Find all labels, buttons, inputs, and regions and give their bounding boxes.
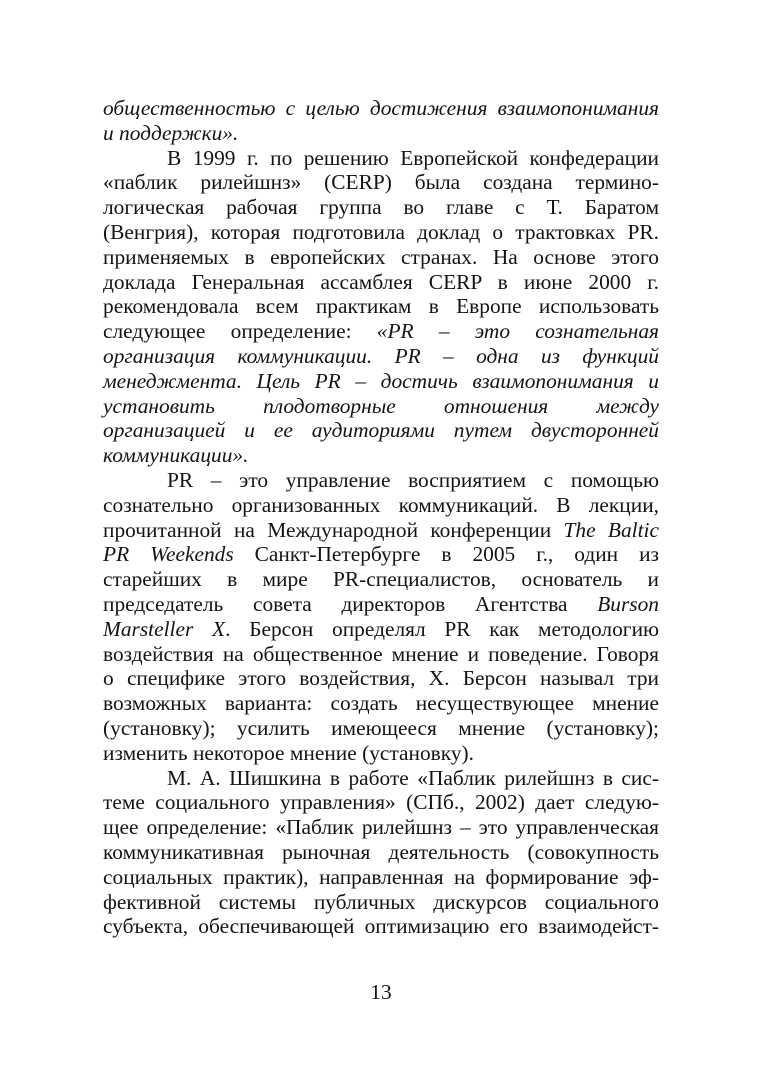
- italic-text: коммуникации».: [103, 443, 249, 468]
- text-segment: прочитанной на Международной конференции: [103, 517, 564, 542]
- paragraph: [103, 766, 659, 940]
- text-segment: рекомендовала всем практикам в Европе использовать: [103, 294, 659, 319]
- text-line: [103, 840, 659, 865]
- text-segment: «паблик рилейшнз» (CERP) была создана термино-: [103, 170, 659, 195]
- text-line: [103, 294, 659, 319]
- italic-text: менеджмента. Цель PR – достичь взаимопонимания и: [103, 368, 659, 393]
- text-line: [103, 666, 659, 691]
- text-line: [103, 369, 659, 394]
- text-segment: сознательно организованных коммуникаций. В лекции,: [103, 492, 659, 517]
- text-line: [103, 865, 659, 890]
- text-line: [103, 493, 659, 518]
- text-line: [103, 790, 659, 815]
- text-line: [103, 815, 659, 840]
- italic-text: организацией и ее аудиториями путем двусторонней: [103, 418, 659, 443]
- text-segment: PR – это управление восприятием с помощью: [167, 467, 659, 492]
- text-line: [103, 642, 659, 667]
- text-line: [103, 96, 659, 121]
- text-line: [103, 592, 659, 617]
- italic-text: The Baltic: [563, 517, 659, 542]
- text-line: [103, 617, 659, 642]
- paragraph: [103, 96, 659, 146]
- page-body: [103, 96, 659, 939]
- text-line: [103, 766, 659, 791]
- text-line: [103, 319, 659, 344]
- page-number: 13: [370, 980, 392, 1004]
- text-line: [103, 542, 659, 567]
- text-segment: . Берсон определял PR как методологию: [225, 616, 659, 641]
- text-line: [103, 443, 659, 468]
- text-segment: (установку); усилить имеющееся мнение (установку);: [103, 715, 659, 740]
- text-line: [103, 418, 659, 443]
- text-line: [103, 220, 659, 245]
- paragraph: [103, 468, 659, 766]
- text-line: [103, 245, 659, 270]
- text-segment: М. А. Шишкина в работе «Паблик рилейшнз в сис-: [167, 765, 659, 790]
- italic-text: общественностью с целью достижения взаимопонимания: [103, 96, 659, 120]
- text-line: [103, 567, 659, 592]
- text-line: [103, 914, 659, 939]
- text-segment: старейших в мире PR-специалистов, основатель и: [103, 567, 659, 592]
- text-segment: В 1999 г. по решению Европейской конфедерации: [167, 145, 659, 170]
- text-line: [103, 344, 659, 369]
- text-line: [103, 518, 659, 543]
- text-segment: о специфике этого воздействия, Х. Берсон называл три: [103, 666, 659, 691]
- text-segment: фективной системы публичных дискурсов социального: [103, 889, 659, 914]
- text-segment: председатель совета директоров Агентства: [103, 591, 598, 616]
- italic-text: организация коммуникации. PR – одна из функций: [103, 343, 659, 368]
- italic-text: установить плодотворные отношения между: [103, 393, 659, 418]
- text-segment: (Венгрия), которая подготовила доклад о трактовках PR.: [103, 219, 659, 244]
- text-segment: следующее определение:: [103, 319, 377, 344]
- text-segment: изменить некоторое мнение (установку).: [103, 740, 475, 765]
- text-segment: щее определение: «Паблик рилейшнз – это управленческая: [103, 815, 659, 840]
- italic-text: Marsteller X: [103, 616, 226, 641]
- text-segment: теме социального управления» (СПб., 2002) дает следую-: [103, 790, 659, 815]
- text-line: [103, 890, 659, 915]
- italic-text: «PR – это сознательная: [376, 319, 660, 344]
- text-line: [103, 146, 659, 171]
- text-segment: доклада Генеральная ассамблея CERP в июне 2000 г.: [103, 269, 659, 294]
- text-segment: социальных практик), направленная на формирование эф-: [103, 864, 659, 889]
- text-line: [103, 270, 659, 295]
- text-segment: возможных варианта: создать несуществующее мнение: [103, 691, 659, 716]
- text-line: [103, 691, 659, 716]
- italic-text: Burson: [597, 591, 659, 616]
- text-line: [103, 170, 659, 195]
- text-segment: Санкт-Петербурге в 2005 г., один из: [233, 542, 659, 567]
- text-line: [103, 741, 659, 766]
- text-segment: воздействия на общественное мнение и поведение. Говоря: [103, 641, 659, 666]
- italic-text: и поддержки».: [103, 120, 239, 145]
- text-line: [103, 195, 659, 220]
- text-segment: субъекта, обеспечивающей оптимизацию его взаимодейст-: [103, 914, 659, 939]
- paragraph: [103, 146, 659, 468]
- text-segment: логическая рабочая группа во главе с Т. Баратом: [103, 195, 659, 220]
- italic-text: PR Weekends: [103, 542, 234, 567]
- text-line: [103, 121, 659, 146]
- text-line: [103, 468, 659, 493]
- text-segment: применяемых в европейских странах. На основе этого: [103, 244, 659, 269]
- text-line: [103, 394, 659, 419]
- text-line: [103, 716, 659, 741]
- text-segment: коммуникативная рыночная деятельность (совокупность: [103, 839, 659, 864]
